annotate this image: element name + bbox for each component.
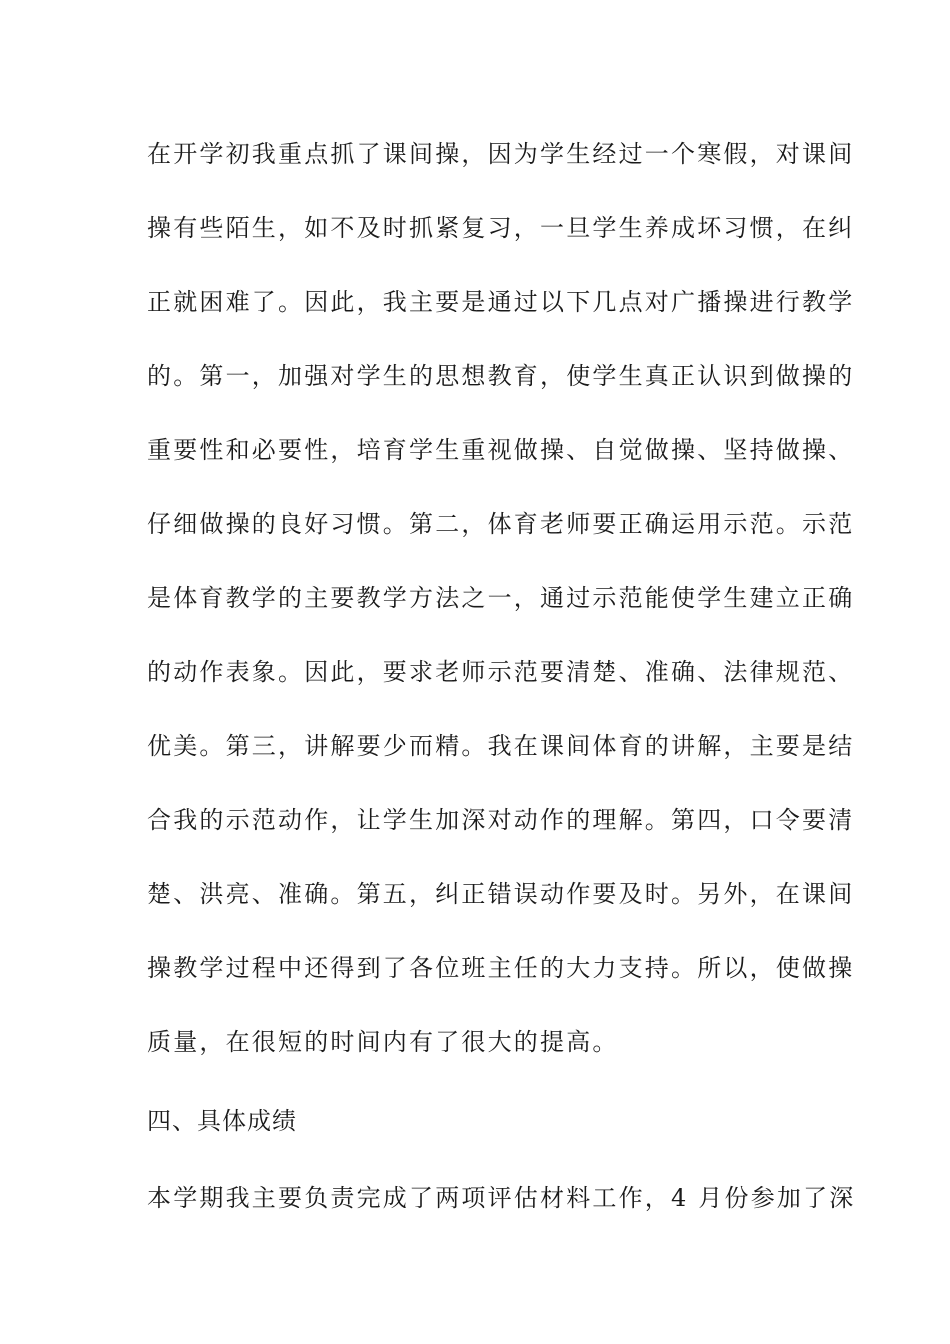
- paragraph-body: [147, 126, 855, 1088]
- paragraph-line: 合我的示范动作，让学生加深对动作的理解。第四，口令要清: [147, 806, 855, 834]
- section-heading: 四、具体成绩: [147, 1107, 297, 1135]
- paragraph-line: 优美。第三，讲解要少而精。我在课间体育的讲解，主要是结: [147, 732, 855, 760]
- paragraph-line: 仔细做操的良好习惯。第二，体育老师要正确运用示范。示范: [147, 510, 855, 538]
- paragraph-line: 重要性和必要性，培育学生重视做操、自觉做操、坚持做操、: [147, 436, 855, 464]
- paragraph-line: 的动作表象。因此，要求老师示范要清楚、准确、法律规范、: [147, 658, 855, 686]
- paragraph-line: 操有些陌生，如不及时抓紧复习，一旦学生养成坏习惯，在纠: [147, 214, 855, 242]
- paragraph-line: 的。第一，加强对学生的思想教育，使学生真正认识到做操的: [147, 362, 855, 390]
- paragraph-line: 本学期我主要负责完成了两项评估材料工作，4 月份参加了深: [147, 1184, 856, 1212]
- paragraph-line: 质量，在很短的时间内有了很大的提高。: [147, 1028, 619, 1056]
- paragraph-line: 正就困难了。因此，我主要是通过以下几点对广播操进行教学: [147, 288, 855, 316]
- paragraph-line: 是体育教学的主要教学方法之一，通过示范能使学生建立正确: [147, 584, 855, 612]
- paragraph-line: 在开学初我重点抓了课间操，因为学生经过一个寒假，对课间: [147, 140, 855, 168]
- paragraph-line: 楚、洪亮、准确。第五，纠正错误动作要及时。另外，在课间: [147, 880, 855, 908]
- paragraph-line: 操教学过程中还得到了各位班主任的大力支持。所以，使做操: [147, 954, 855, 982]
